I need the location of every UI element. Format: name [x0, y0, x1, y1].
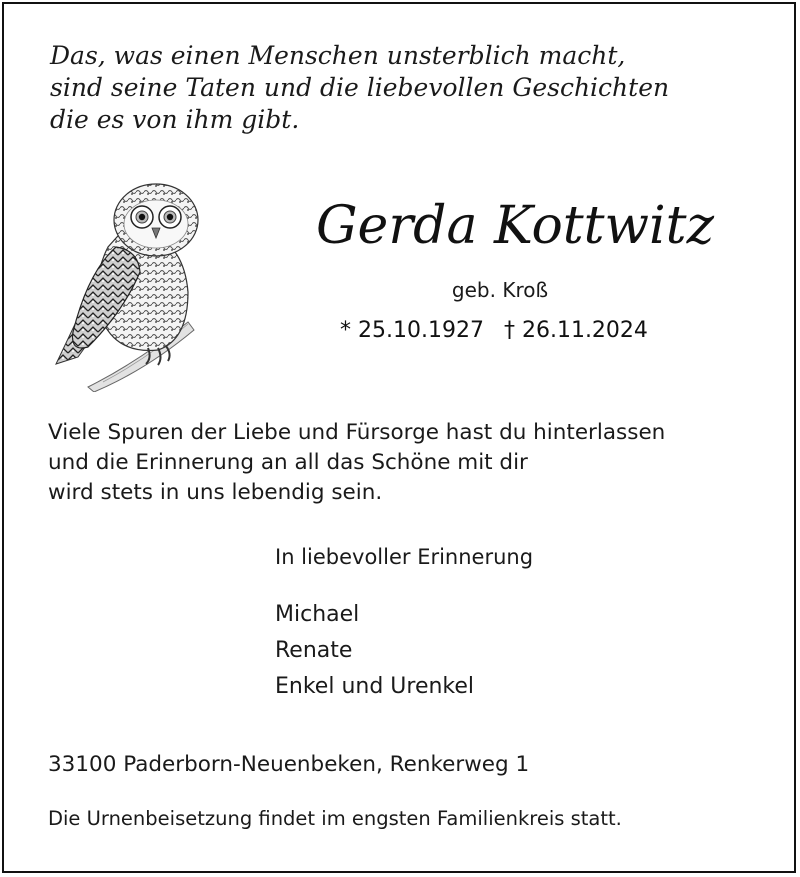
birth-date: * 25.10.1927 [340, 318, 484, 343]
mourners-list [275, 597, 474, 705]
mourner: Enkel und Urenkel [275, 674, 475, 699]
address: 33100 Paderborn-Neuenbeken, Renkerweg 1 [48, 752, 530, 777]
memory-line: In liebevoller Erinnerung [275, 545, 534, 569]
quote-line: sind seine Taten und die liebevollen Geschichten [50, 73, 670, 102]
death-date: † 26.11.2024 [503, 318, 648, 343]
quote-line: Das, was einen Menschen unsterblich macht, [50, 41, 626, 70]
message-line: wird stets in uns lebendig sein. [48, 480, 383, 505]
owl-icon [48, 172, 223, 392]
deceased-name: Gerda Kottwitz [316, 196, 714, 256]
life-dates [340, 318, 700, 343]
mourner: Renate [275, 638, 353, 663]
memorial-message [48, 418, 768, 508]
birth-name: geb. Kroß [451, 278, 549, 302]
quote-line: die es von ihm gibt. [50, 105, 300, 134]
message-line: Viele Spuren der Liebe und Fürsorge hast du hinterlassen [48, 420, 666, 445]
funeral-notice: Die Urnenbeisetzung findet im engsten Familienkreis statt. [48, 807, 622, 830]
message-line: und die Erinnerung an all das Schöne mit dir [48, 450, 528, 475]
mourner: Michael [275, 602, 360, 627]
memorial-quote [50, 40, 750, 136]
